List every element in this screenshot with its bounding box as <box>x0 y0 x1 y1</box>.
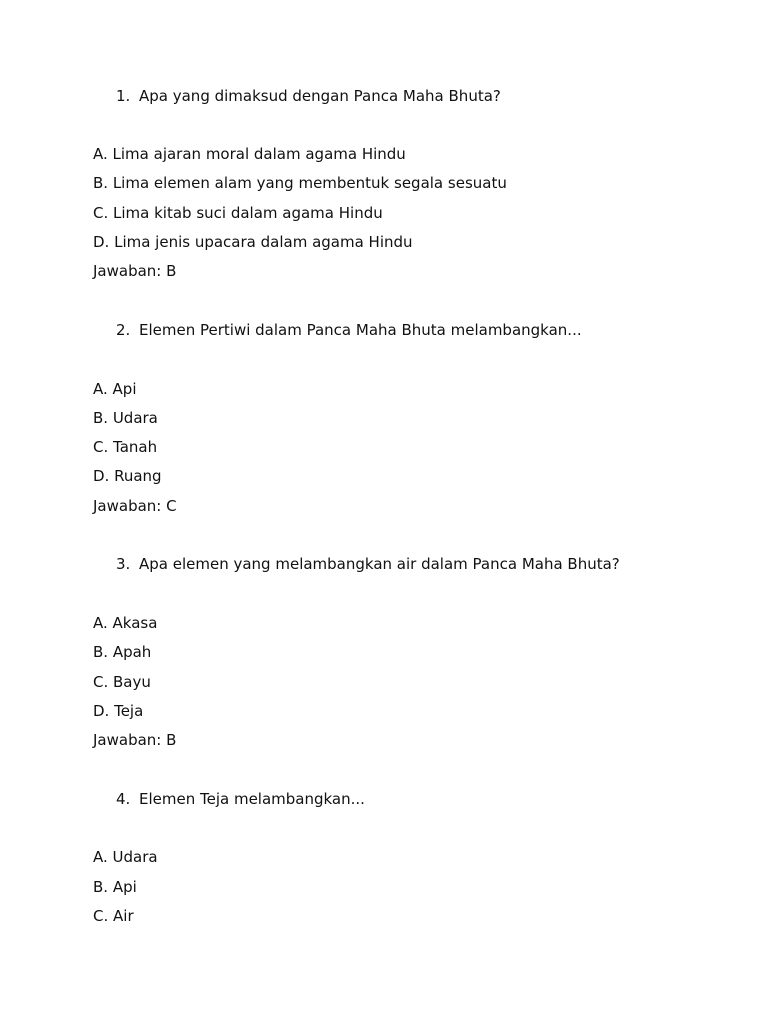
question-number: 2. <box>116 321 131 339</box>
option-c: C. Tanah <box>93 438 158 456</box>
question-4 <box>116 790 365 808</box>
question-text: Apa elemen yang melambangkan air dalam Panca Maha Bhuta? <box>139 555 620 573</box>
option-a: A. Api <box>93 380 137 398</box>
option-a: A. Udara <box>93 848 158 866</box>
option-d: D. Ruang <box>93 467 162 485</box>
question-number: 4. <box>116 790 131 808</box>
option-b: B. Lima elemen alam yang membentuk segala sesuatu <box>93 174 507 192</box>
question-number: 3. <box>116 555 131 573</box>
answer: Jawaban: B <box>93 262 177 280</box>
question-text: Apa yang dimaksud dengan Panca Maha Bhuta? <box>139 87 501 105</box>
option-c: C. Bayu <box>93 673 151 691</box>
answer: Jawaban: B <box>93 731 177 749</box>
question-text: Elemen Teja melambangkan... <box>139 790 365 808</box>
question-number: 1. <box>116 87 131 105</box>
option-b: B. Udara <box>93 409 158 427</box>
option-a: A. Lima ajaran moral dalam agama Hindu <box>93 145 406 163</box>
option-c: C. Air <box>93 907 134 925</box>
option-b: B. Api <box>93 878 137 896</box>
option-a: A. Akasa <box>93 614 158 632</box>
option-d: D. Lima jenis upacara dalam agama Hindu <box>93 233 413 251</box>
question-2 <box>116 321 582 339</box>
option-b: B. Apah <box>93 643 152 661</box>
question-1 <box>116 87 501 105</box>
answer: Jawaban: C <box>93 497 177 515</box>
option-c: C. Lima kitab suci dalam agama Hindu <box>93 204 383 222</box>
question-3 <box>116 555 620 573</box>
question-text: Elemen Pertiwi dalam Panca Maha Bhuta melambangkan... <box>139 321 582 339</box>
option-d: D. Teja <box>93 702 144 720</box>
